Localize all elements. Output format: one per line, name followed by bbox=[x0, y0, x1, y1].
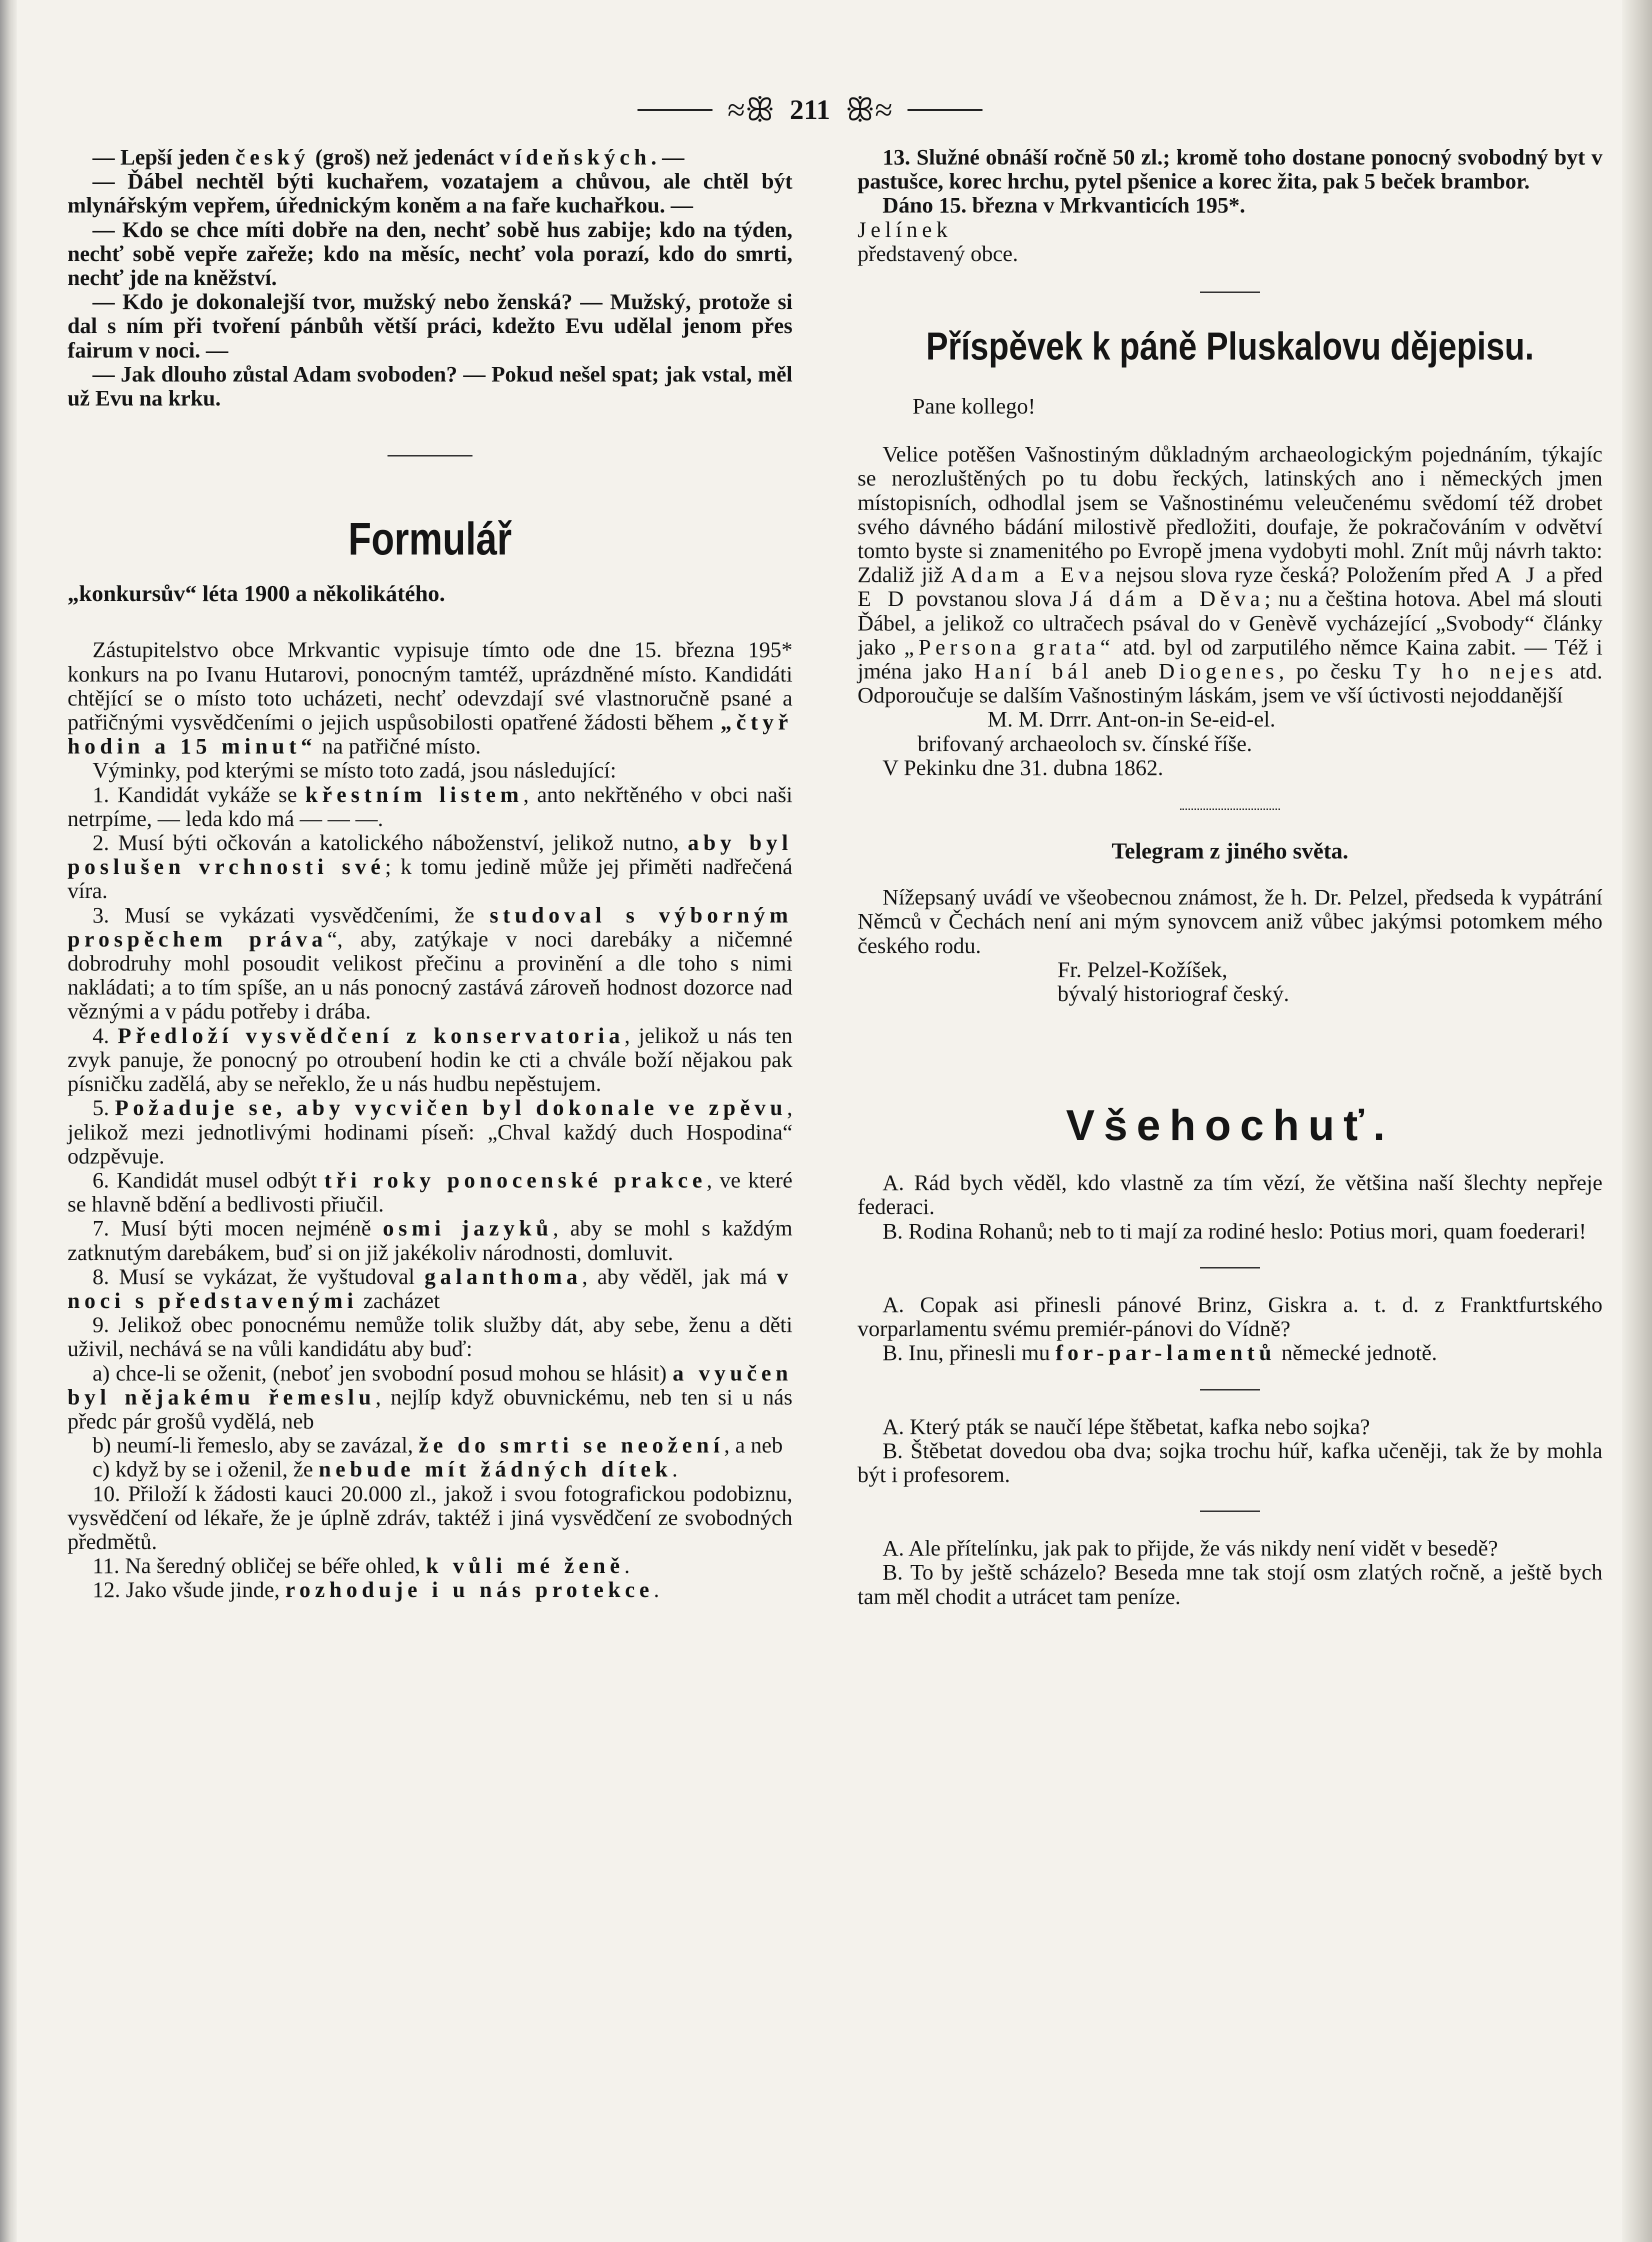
page-right-edge bbox=[1622, 0, 1652, 2242]
formular-intro: Zástupitelstvo obce Mrkvantic vypisuje tímto ode dne 15. března 195* konkurs na po Ivanu Hutarovi, ponocným tamtéž, uprázdněné místo. Kandidáti chtějící se o místo toto ucházeti, nechť odevzdají své vlastnoručně psané a patřičnými vysvědčeními o jejich uspůsobilosti opatřené žádosti během „čtyř hodin a 15 minut“ na patřičné místo. bbox=[68, 637, 792, 759]
condition-7: 7. Musí býti mocen nejméně osmi jazyků, aby se mohl s každým zatknutým darebákem, buď si on již jakékoliv národnosti, domluvit. bbox=[68, 1216, 793, 1265]
condition-9a: a) chce-li se oženit, (neboť jen svobodní posud mohou se hlásit) a vyučen byl nějakému řemeslu, nejlíp když obuvnickému, neb ten si u nás předc pár grošů vydělá, neb bbox=[68, 1360, 792, 1434]
letter-signature: M. M. Drrr. Ant-on-in Se-eid-el. bbox=[988, 706, 1276, 732]
dialogue-line: A. Který pták se naučí lépe štěbetat, kafka nebo sojka? bbox=[882, 1414, 1370, 1439]
dialogue-line: A. Rád bych věděl, kdo vlastně za tím vězí, že většina naší šlechty nepřeje federaci. bbox=[858, 1170, 1602, 1220]
right-column bbox=[858, 145, 1602, 1608]
telegram-text: Nížepsaný uvádí ve všeobecnou známost, že h. Dr. Pelzel, předseda k vypátrání Němců v Čechách není ani mým synovcem aniž vůbec jakýmsi potomkem mého českého rodu. bbox=[858, 884, 1602, 958]
page-binding-edge bbox=[0, 0, 17, 2242]
letter-signature-title: brifovaný archaeoloch sv. čínské říše. bbox=[918, 730, 1252, 756]
condition-6: 6. Kandidát musel odbýt tři roky ponocenské prakce, ve které se hlavně bdění a bedlivosti přiučil. bbox=[68, 1167, 793, 1217]
anecdote: — Lepší jeden český (groš) než jedenáct vídeňských. — bbox=[92, 144, 684, 170]
section-divider bbox=[1200, 1389, 1260, 1390]
signature-title: představený obce. bbox=[858, 240, 1018, 266]
dialogue-line: B. Rodina Rohanů; neb to ti mají za rodiné heslo: Potius mori, quam foederari! bbox=[882, 1218, 1586, 1244]
formular-body bbox=[68, 638, 792, 1602]
dialogue-4 bbox=[858, 1536, 1602, 1608]
ornament-right-icon: ꕥ≈ bbox=[845, 92, 892, 128]
telegram-body bbox=[858, 885, 1602, 1006]
dialogue-2 bbox=[858, 1292, 1602, 1365]
section-divider bbox=[1200, 1267, 1260, 1268]
condition-12: 12. Jako všude jinde, rozhoduje i u nás protekce. bbox=[92, 1577, 660, 1602]
anecdote: — Kdo je dokonalejší tvor, mužský nebo ženská? — Mužský, protože si dal s ním při tvoření pánbůh větší práci, kdežto Evu udělal jenom přes fairum v noci. — bbox=[68, 289, 792, 362]
dialogue-line: B. Štěbetat dovedou oba dva; sojka trochu húř, kafka učeněji, tak že by mohla být i profesorem. bbox=[858, 1438, 1602, 1487]
letter-place-date: V Pekinku dne 31. dubna 1862. bbox=[882, 754, 1164, 780]
dated-line: Dáno 15. března v Mrkvanticích 195*. bbox=[882, 192, 1246, 218]
vsehochut-title: Všehochuť. bbox=[1066, 1102, 1394, 1150]
anecdotes-block bbox=[68, 145, 792, 410]
condition-4: 4. Předloží vysvědčení z konservatoria, jelikož u nás ten zvyk panuje, že ponocný po otroubení hodin ke cti a chvále boží nějakou pak písničku zadělá, aby se neřeklo, že u nás hudbu nepěstujem. bbox=[68, 1022, 792, 1096]
condition-11: 11. Na šeredný obličej se béře ohled, k vůli mé ženě. bbox=[92, 1553, 630, 1578]
condition-8: 8. Musí se vykázat, že vyštudoval galanthoma, aby věděl, jak má v noci s představenými zacházet bbox=[68, 1264, 793, 1313]
page-number: 211 bbox=[790, 94, 830, 126]
dialogue-3 bbox=[858, 1414, 1602, 1487]
anecdote: — Jak dlouho zůstal Adam svoboden? — Pokud nešel spat; jak vstal, měl už Evu na krku. bbox=[68, 361, 792, 411]
condition-9b: b) neumí-li řemeslo, aby se zavázal, že do smrti se neožení, a neb bbox=[92, 1432, 783, 1458]
section-divider bbox=[1180, 808, 1280, 810]
condition-9: 9. Jelikož obec ponocnému nemůže tolik služby dát, aby sebe, ženu a děti uživil, nechává se na vůli kandidátu aby buď: bbox=[68, 1312, 792, 1362]
left-column bbox=[68, 145, 792, 1602]
telegram-signature-title: bývalý historiograf český. bbox=[1058, 981, 1290, 1006]
header-rule-right bbox=[908, 109, 982, 111]
page-header bbox=[595, 80, 1025, 140]
condition-3: 3. Musí se vykázati vysvědčeními, že studoval s výborným prospěchem práva“, aby, zatýkaje v noci darebáky a ničemné dobrodruhy mohl posoudit velikost přečinu a provinění a dle toho s nimi nakládati; a to tím spíše, an u nás ponocný zastává zároveň hodnost dozorce nad věznými a v pádu potřeby i drába. bbox=[68, 902, 793, 1024]
formular-title: Formulář bbox=[348, 514, 512, 565]
header-rule-left bbox=[638, 109, 712, 111]
letter-salutation: Pane kollego! bbox=[912, 394, 1036, 419]
dialogue-line: A. Ale přítelínku, jak pak to přijde, že vás nikdy není vidět v besedě? bbox=[882, 1536, 1498, 1561]
ornament-left-icon: ≈ꕥ bbox=[728, 92, 775, 128]
anecdote: — Kdo se chce míti dobře na den, nechť sobě hus zabije; kdo na týden, nechť sobě vepře zařeže; kdo na měsíc, nechť vola porazí, kdo do smrti, nechť jde na kněžství. bbox=[68, 216, 792, 290]
prispevek-title: Příspěvek k páně Pluskalovu dějepisu. bbox=[926, 324, 1534, 368]
condition-13: 13. Služné obnáší ročně 50 zl.; kromě toho dostane ponocný svobodný byt v pastušce, korec hrchu, pytel pšenice a korec žita, pak 5 beček brambor. bbox=[858, 144, 1602, 194]
condition-2: 2. Musí býti očkován a katolického náboženství, jelikož nutno, aby byl poslušen vrchnosti své; k tomu jedině může jej přiměti nadřečená víra. bbox=[68, 830, 793, 904]
letter-body bbox=[858, 442, 1602, 780]
section-divider bbox=[1200, 1510, 1260, 1512]
condition-10: 10. Přiloží k žádosti kauci 20.000 zl., jakož i svou fotografickou podobiznu, vysvědčení od lékaře, že je úplně zdráv, taktéž i jiná vysvědčení ze svobodných předmětů. bbox=[68, 1480, 792, 1554]
condition-1: 1. Kandidát vykáže se křestním listem, anto nekřtěného v obci naši netrpíme, — leda kdo má — — —. bbox=[68, 782, 792, 831]
dialogue-1 bbox=[858, 1170, 1602, 1243]
dialogue-line: A. Copak asi přinesli pánové Brinz, Giskra a. t. d. z Franktfurtského vorparlamentu svému premiér-pánovi do Vídně? bbox=[858, 1292, 1602, 1342]
telegram-title: Telegram z jiného světa. bbox=[1112, 838, 1348, 864]
condition-5: 5. Požaduje se, aby vycvičen byl dokonale ve zpěvu, jelikož mezi jednotlivými hodinami píseň: „Chval každý duch Hospodina“ odzpěvuje. bbox=[68, 1095, 792, 1168]
formular-subtitle: „konkursův“ léta 1900 a několikátého. bbox=[68, 580, 446, 606]
section-divider bbox=[1200, 292, 1260, 293]
anecdote: — Ďábel nechtěl býti kuchařem, vozatajem a chůvou, ale chtěl být mlynářským vepřem, úřednickým koněm a na faře kuchařkou. — bbox=[68, 168, 792, 218]
condition-9c: c) když by se i oženil, že nebude mít žádných dítek. bbox=[92, 1456, 678, 1482]
conditions-intro: Výminky, pod kterými se místo toto zadá, jsou následující: bbox=[92, 758, 616, 783]
dialogue-line: B. To by ještě scházelo? Beseda mne tak stojí osm zlatých ročně, a ještě bych tam měl chodit a utrácet tam peníze. bbox=[858, 1560, 1602, 1609]
signature-name: Jelínek bbox=[858, 216, 952, 242]
dialogue-line: B. Inu, přinesli mu for-par-lamentů německé jednotě. bbox=[882, 1340, 1438, 1366]
section-divider bbox=[388, 455, 472, 456]
telegram-signature: Fr. Pelzel-Kožíšek, bbox=[1058, 956, 1228, 982]
letter-text: Velice potěšen Vašnostiným důkladným archaeologickým pojednáním, týkajíc se nerozluštěných po tu dobu řeckých, latinských ano i německých jmen místopisních, odhodlal jsem se Vašnostinému veleučenému svědomí též drobet svého dávného bádání milostivě předložiti, doufaje, že pokračováním v odvětví tomto byste si znamenitého po Evropě jmena vydobyti mohl. Znít můj návrh takto: Zdaliž již Adam a Eva nejsou slova ryze česká? Položením před A J a před E D povstanou slova Já dám a Děva; nu a čeština hotova. Abel má slouti Ďábel, a jelikož co ultračech psával do v Genèvě vycházející „Svobody“ články jako „Persona grata“ atd. byl od zarputilého němce Kaina zabit. — Též i jména jako Haní bál aneb Diogenes, po česku Ty ho nejes atd. Odporoučuje se dalším Vašnostiným láskám, jsem ve vší úctivosti nejoddanější bbox=[858, 442, 1603, 708]
